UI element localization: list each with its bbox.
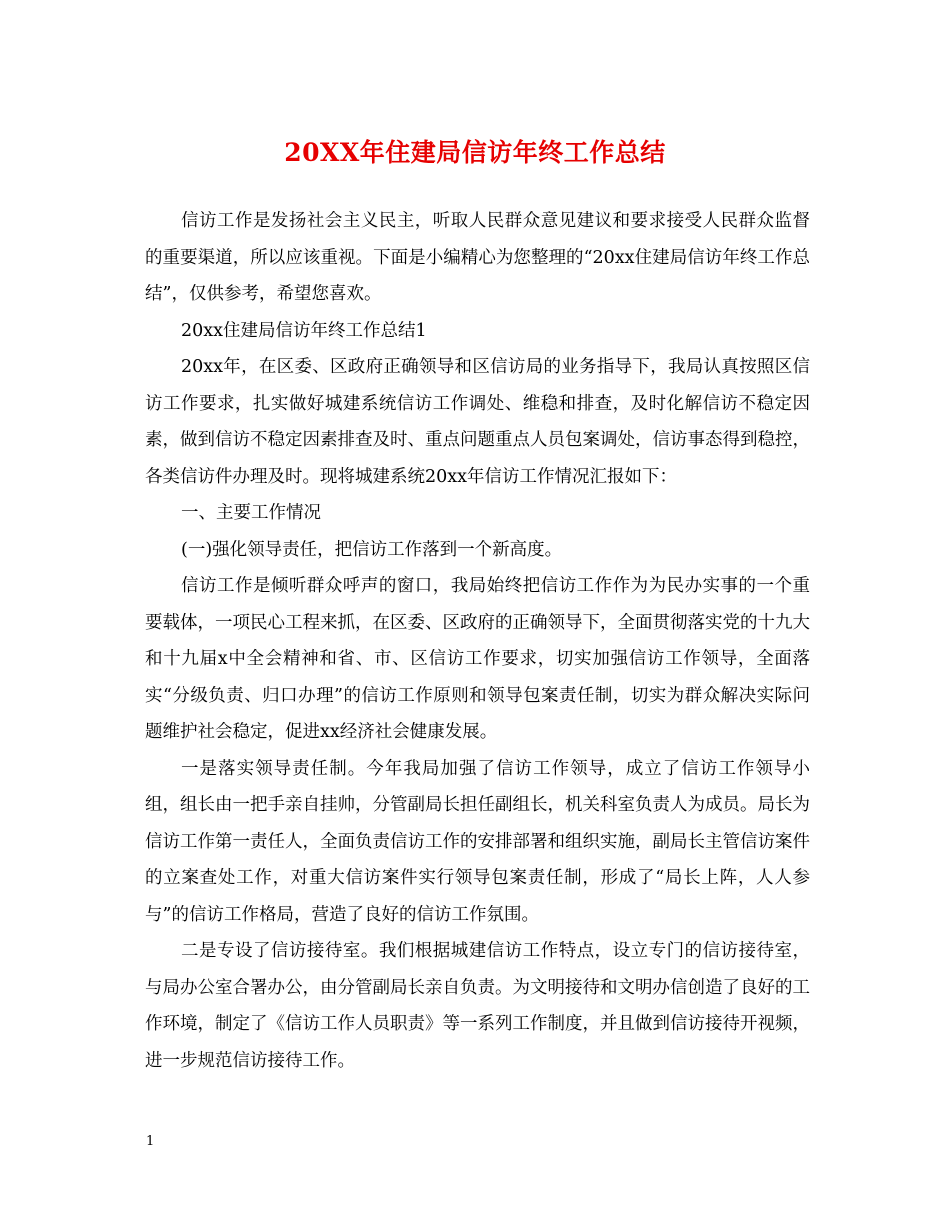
page-number: 1 — [146, 1134, 155, 1149]
body-paragraph: 二是专设了信访接待室。我们根据城建信访工作特点，设立专门的信访接待室，与局办公室合署办公，由分管副局长亲自负责。为文明接待和文明办信创造了良好的工作环境，制定了《信访工作人员职责》等一系列工作制度，并且做到信访接待开视频，进一步规范信访接待工作。 — [145, 941, 810, 1071]
document-title: 20XX年住建局信访年终工作总结 — [284, 138, 666, 167]
overview-paragraph: 20xx年，在区委、区政府正确领导和区信访局的业务指导下，我局认真按照区信访工作要求，扎实做好城建系统信访工作调处、维稳和排查，及时化解信访不稳定因素，做到信访不稳定因素排查及时、重点问题重点人员包案调处，信访事态得到稳控，各类信访件办理及时。现将城建系统20xx年信访工作情况汇报如下： — [145, 357, 810, 487]
intro-paragraph: 信访工作是发扬社会主义民主，听取人民群众意见建议和要求接受人民群众监督的重要渠道，所以应该重视。下面是小编精心为您整理的“20xx住建局信访年终工作总结”，仅供参考，希望您喜欢。 — [145, 211, 810, 304]
section-heading: 20xx住建局信访年终工作总结1 — [181, 320, 427, 341]
body-paragraph: 信访工作是倾听群众呼声的窗口，我局始终把信访工作作为为民办实事的一个重要载体，一项民心工程来抓，在区委、区政府的正确领导下，全面贯彻落实党的十九大和十九届x中全会精神和省、市、区信访工作要求，切实加强信访工作领导，全面落实“分级负责、归口办理”的信访工作原则和领导包案责任制，切实为群众解决实际问题维护社会稳定，促进xx经济社会健康发展。 — [145, 576, 810, 742]
body-paragraph: 一是落实领导责任制。今年我局加强了信访工作领导，成立了信访工作领导小组，组长由一把手亲自挂帅，分管副局长担任副组长，机关科室负责人为成员。局长为信访工作第一责任人，全面负责信访工作的安排部署和组织实施，副局长主管信访案件的立案查处工作，对重大信访案件实行领导包案责任制，形成了“局长上阵，人人参与”的信访工作格局，营造了良好的信访工作氛围。 — [145, 758, 810, 925]
subsection-heading: (一)强化领导责任，把信访工作落到一个新高度。 — [181, 539, 563, 560]
document-body — [145, 203, 810, 1079]
main-work-heading: 一、主要工作情况 — [181, 503, 321, 523]
